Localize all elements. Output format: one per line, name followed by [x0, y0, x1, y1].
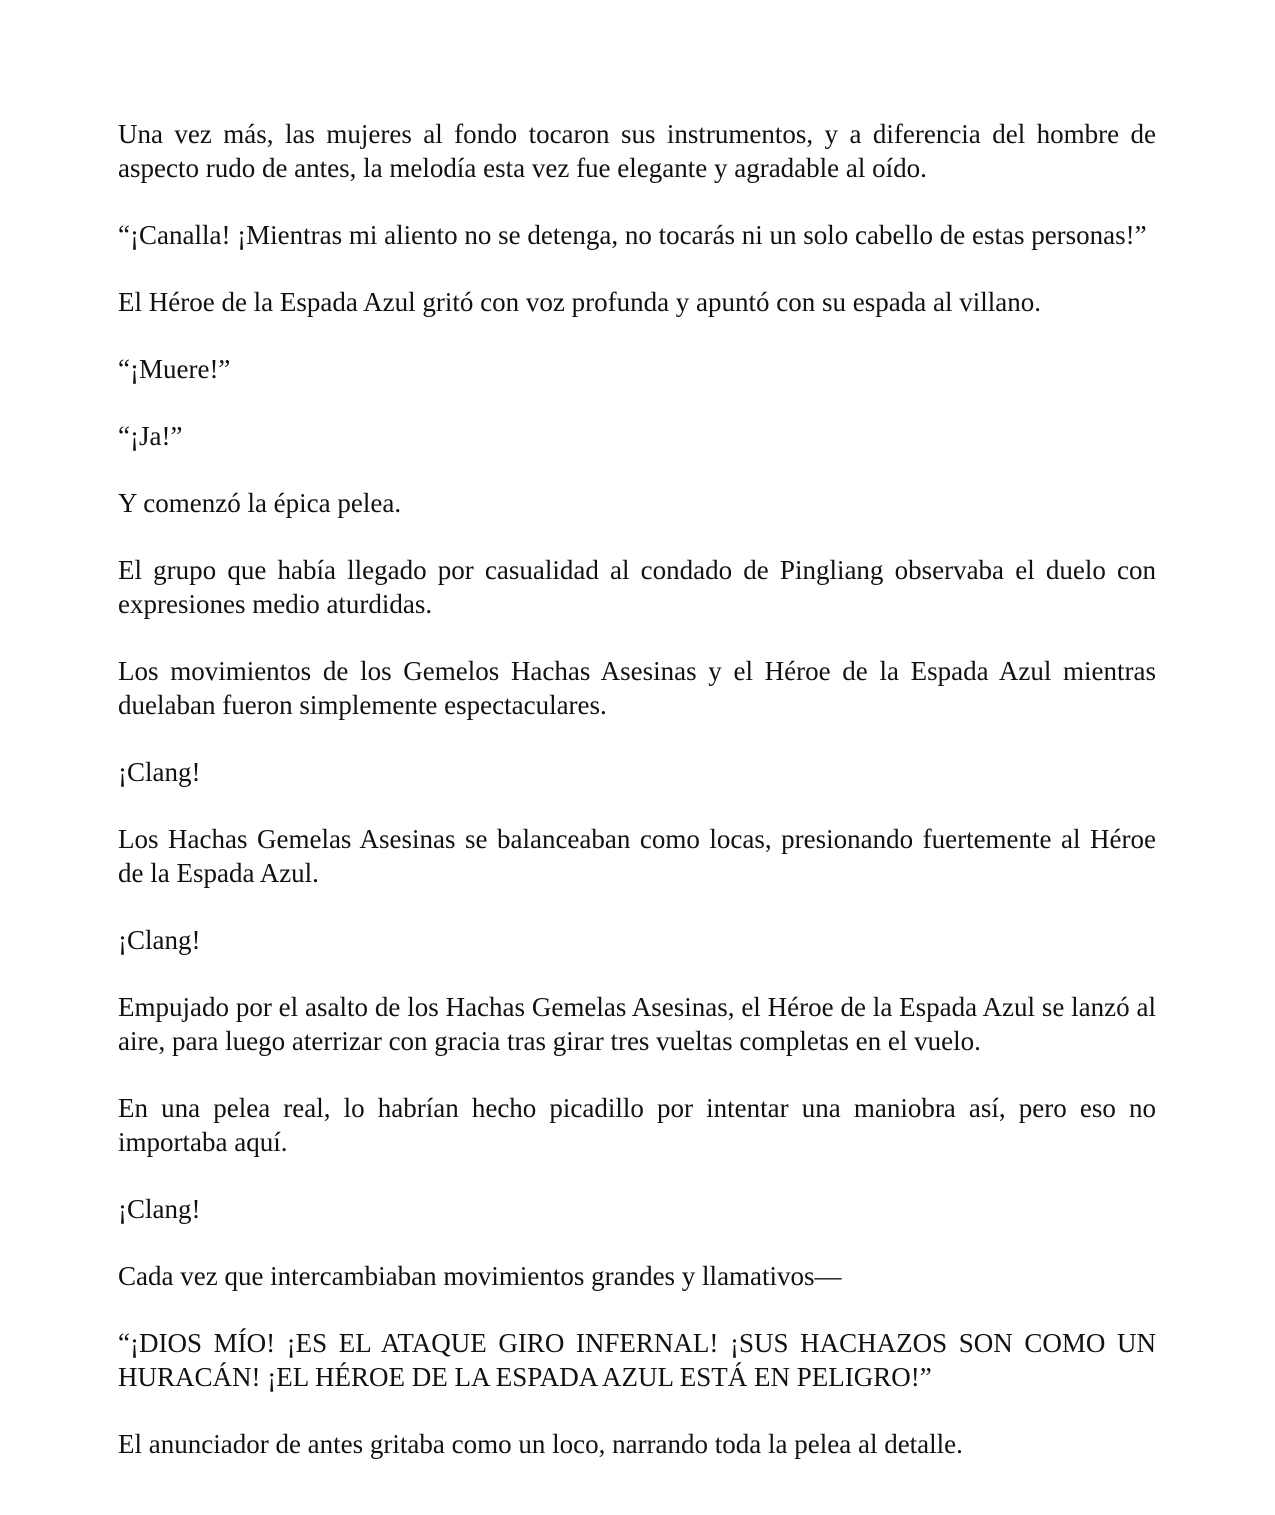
paragraph: “¡DIOS MÍO! ¡ES EL ATAQUE GIRO INFERNAL! ¡SUS HACHAZOS SON COMO UN HURACÁN! ¡EL HÉROE DE LA ESPADA AZUL ESTÁ EN PELIGRO!” — [118, 1328, 1156, 1392]
paragraph: ¡Clang! — [118, 757, 201, 787]
paragraph: ¡Clang! — [118, 1194, 201, 1224]
paragraph: Una vez más, las mujeres al fondo tocaron sus instrumentos, y a diferencia del hombre de aspecto rudo de antes, la melodía esta vez fue elegante y agradable al oído. — [118, 119, 1156, 183]
paragraph: ¡Clang! — [118, 925, 201, 955]
paragraph: El anunciador de antes gritaba como un loco, narrando toda la pelea al detalle. — [118, 1429, 963, 1459]
paragraph: Los Hachas Gemelas Asesinas se balanceaban como locas, presionando fuertemente al Héroe de la Espada Azul. — [118, 824, 1156, 888]
paragraph: Empujado por el asalto de los Hachas Gemelas Asesinas, el Héroe de la Espada Azul se lanzó al aire, para luego aterrizar con gracia tras girar tres vueltas completas en el vuelo. — [118, 992, 1156, 1056]
paragraph: Cada vez que intercambiaban movimientos grandes y llamativos— — [118, 1261, 842, 1291]
paragraph: El Héroe de la Espada Azul gritó con voz profunda y apuntó con su espada al villano. — [118, 287, 1041, 317]
paragraph: “¡Ja!” — [118, 421, 183, 451]
document-body — [118, 117, 1156, 1461]
paragraph: Y comenzó la épica pelea. — [118, 488, 402, 518]
paragraph: “¡Canalla! ¡Mientras mi aliento no se detenga, no tocarás ni un solo cabello de estas personas!” — [118, 220, 1147, 250]
paragraph: En una pelea real, lo habrían hecho picadillo por intentar una maniobra así, pero eso no importaba aquí. — [118, 1093, 1156, 1157]
paragraph: Los movimientos de los Gemelos Hachas Asesinas y el Héroe de la Espada Azul mientras duelaban fueron simplemente espectaculares. — [118, 656, 1156, 720]
paragraph: “¡Muere!” — [118, 354, 231, 384]
paragraph: El grupo que había llegado por casualidad al condado de Pingliang observaba el duelo con expresiones medio aturdidas. — [118, 555, 1156, 619]
